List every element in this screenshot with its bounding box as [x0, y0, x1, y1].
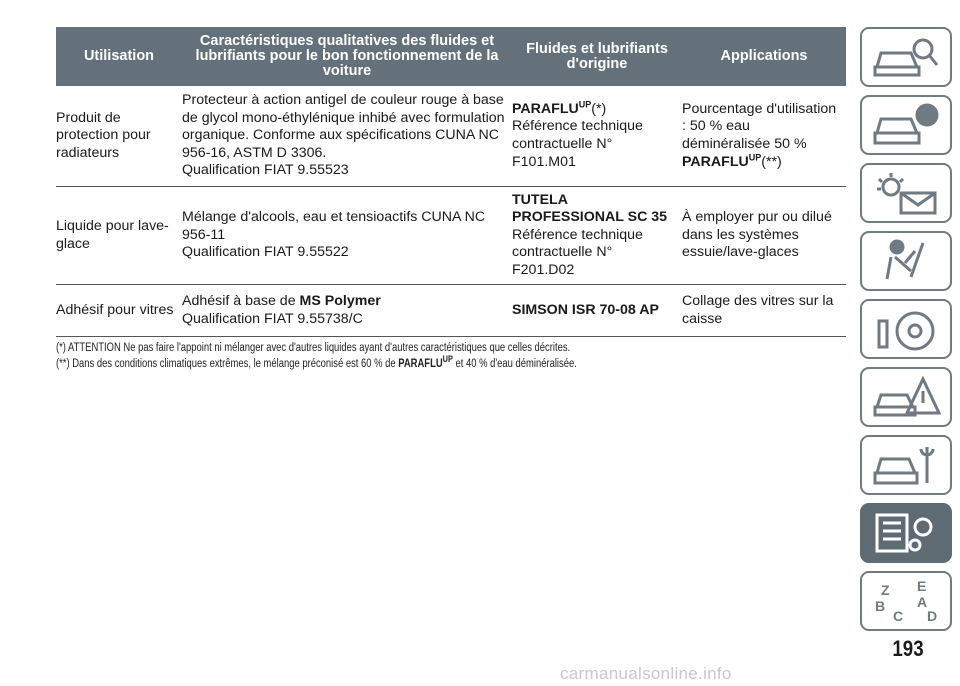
svg-text:Z: Z — [881, 582, 890, 598]
warning-light-icon — [871, 169, 941, 217]
row-application: Pourcentage d'utilisation : 50 % eau déminéralisée 50 % $PARAFLU^{UP}(**)$ — [682, 100, 837, 170]
row-characteristics: Mélange d'alcools, eau et tensioactifs CUNA NC 956-11 Qualification FIAT 9.55522 — [182, 209, 486, 261]
row-fluid: SIMSON ISR 70-08 AP — [512, 301, 659, 318]
car-search-icon — [871, 33, 941, 81]
table-header — [56, 27, 846, 86]
row-usage: Liquide pour lave-glace — [56, 217, 169, 252]
tab-safety[interactable] — [860, 231, 952, 291]
tab-car-search[interactable] — [860, 27, 952, 87]
header-applications: Applications — [720, 48, 808, 64]
tab-driving[interactable] — [860, 299, 952, 359]
svg-text:A: A — [917, 594, 928, 610]
row-usage: Adhésif pour vitres — [56, 301, 174, 318]
tab-warning-lights[interactable] — [860, 163, 952, 223]
table-row — [56, 285, 846, 337]
row-application: À employer pur ou dilué dans les systèmes essuie/lave-glaces — [682, 209, 832, 261]
chapter-tabs — [860, 27, 955, 639]
row-fluid: TUTELA PROFESSIONAL SC 35 Référence technique contractuelle N° F201.D02 — [512, 191, 668, 278]
tab-index[interactable] — [860, 571, 952, 631]
header-usage: Utilisation — [83, 48, 155, 64]
car-wrench-icon — [871, 441, 941, 489]
car-warning-icon — [871, 373, 941, 421]
header-fluids: Fluides et lubrifiants d'origine — [526, 40, 668, 72]
watermark: carmanualsonline.info — [560, 664, 732, 683]
svg-text:D: D — [927, 608, 938, 624]
tab-emergency[interactable] — [860, 367, 952, 427]
airbag-person-icon — [871, 237, 941, 285]
svg-text:C: C — [893, 608, 904, 624]
table-row — [56, 86, 846, 187]
tab-car-info[interactable] — [860, 95, 952, 155]
table-row — [56, 187, 846, 285]
specs-gear-icon — [871, 509, 941, 557]
header-characteristics: Caractéristiques qualitatives des fluides et lubrifiants pour le bon fonctionnement de la voiture — [195, 33, 499, 79]
row-usage: Produit de protection pour radiateurs — [56, 109, 151, 161]
tab-maintenance[interactable] — [860, 435, 952, 495]
alphabet-index-icon — [871, 577, 941, 625]
fluids-table — [56, 27, 846, 337]
tab-specifications[interactable] — [860, 503, 952, 563]
car-info-icon — [871, 101, 941, 149]
page-number: 193 — [892, 636, 924, 661]
footnotes — [56, 340, 577, 372]
row-application: Collage des vitres sur la caisse — [682, 292, 834, 327]
svg-text:E: E — [917, 578, 927, 594]
footnote-2: (**) Dans des conditions climatiques extrêmes, le mélange préconisé est 60 % de $PARAFLU^{UP}$ et 40 % d'eau déminéralisée. — [56, 354, 577, 370]
svg-text:B: B — [875, 598, 886, 614]
row-characteristics: Adhésif à base de MS Polymer Qualification FIAT 9.55738/C — [182, 292, 381, 327]
row-characteristics: Protecteur à action antigel de couleur rouge à base de glycol mono-éthylénique inhibé avec formulation organique. Conforme aux spécifications CUNA NC 956-16, ASTM D 3306. Qualification FIAT 9.55523 — [182, 92, 505, 179]
footnote-1: (*) ATTENTION Ne pas faire l'appoint ni mélanger avec d'autres liquides ayant d'autres caractéristiques que celles décrites. — [56, 342, 571, 354]
steering-wheel-icon — [871, 305, 941, 353]
row-fluid: $PARAFLU^{UP}(*)$ Référence technique contractuelle N° F101.M01 — [512, 99, 643, 170]
